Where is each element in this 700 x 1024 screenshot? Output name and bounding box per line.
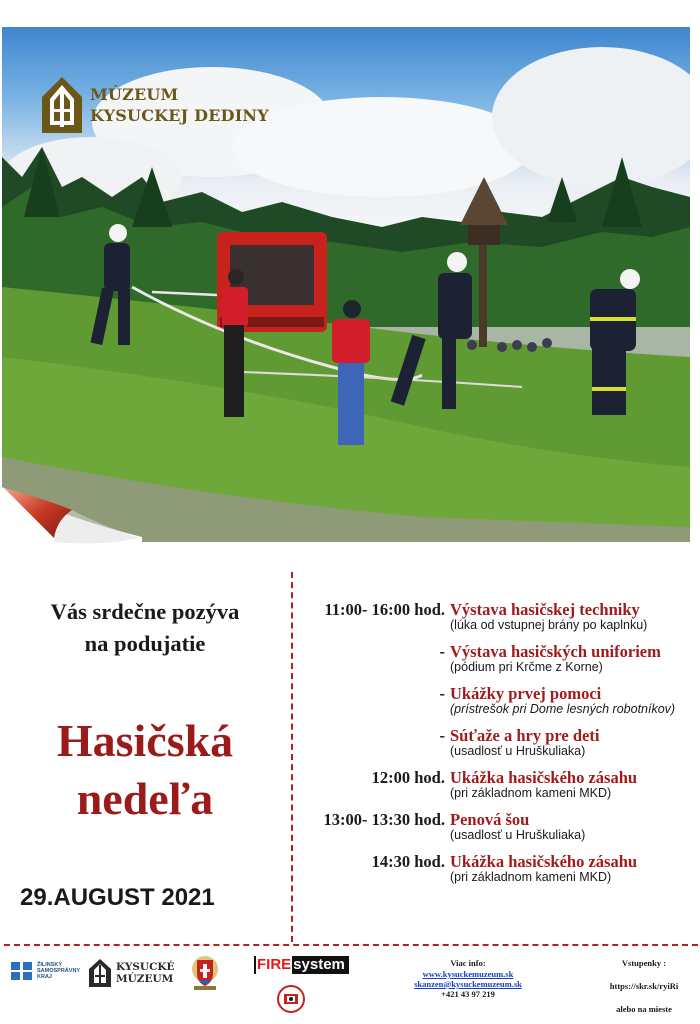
phone-number: +421 43 97 219 [441, 989, 495, 999]
zilina-text-1: ŽILINSKÝ [37, 962, 63, 968]
schedule-time: 13:00- 13:30 hod. [323, 810, 445, 829]
footer [0, 946, 700, 1024]
event-title-line-2: nedeľa [76, 773, 214, 824]
email-link[interactable]: skanzen@kysuckemuzeum.sk [414, 979, 522, 989]
tickets-alternative: alebo na mieste [616, 1004, 672, 1014]
invite-line-2: na podujatie [84, 631, 206, 656]
event-date: 29.AUGUST 2021 [20, 884, 215, 911]
zilina-text-2: SAMOSPRÁVNY [37, 968, 81, 974]
schedule-place: (lúka od vstupnej brány po kaplnku) [450, 618, 648, 632]
museum-logo [40, 75, 269, 135]
kysucke-line-1: KYSUCKÉ [116, 961, 175, 973]
logo-line-2: KYSUCKEJ DEDINY [90, 106, 269, 125]
event-title-line-1: Hasičská [56, 715, 234, 766]
invite-line-1: Vás srdečne pozýva [50, 599, 240, 624]
schedule-place: (usadlosť u Hruškuliaka) [450, 828, 586, 842]
contact-info [398, 958, 538, 999]
schedule-row [292, 768, 700, 802]
website-link[interactable]: www.kysuckemuzeum.sk [422, 969, 514, 979]
schedule-row [292, 852, 700, 886]
firesystem-logo-b: system [293, 956, 345, 973]
schedule-time: - [439, 642, 445, 661]
kysucke-muzeum-logo [88, 958, 175, 988]
zilina-text-3: KRAJ [37, 974, 52, 980]
schedule-event: Súťaže a hry pre deti [450, 726, 600, 745]
schedule-place: (pri základnom kameni MKD) [450, 786, 612, 800]
schedule-event: Ukážka hasičského zásahu [450, 852, 638, 871]
schedule-event: Výstava hasičskej techniky [450, 600, 640, 619]
ticket-info [596, 958, 692, 1014]
firesystem-logo-a: FIRE [257, 956, 292, 973]
schedule-time: 11:00- 16:00 hod. [324, 600, 445, 619]
schedule-time: 12:00 hod. [371, 768, 445, 787]
zilina-region-emblem-icon [10, 960, 34, 982]
firesystem-logo [254, 956, 349, 974]
schedule-time: - [439, 684, 445, 703]
event-photo [2, 27, 690, 542]
schedule-place: (prístrešok pri Dome lesných robotníkov) [450, 702, 676, 716]
kysucke-line-2: MÚZEUM [116, 973, 174, 985]
logo-line-1: MÚZEUM [90, 85, 179, 104]
schedule-row [292, 600, 700, 634]
page-curl-decoration [2, 486, 142, 548]
schedule-event: Ukážka hasičského zásahu [450, 768, 638, 787]
schedule-row [292, 726, 700, 760]
schedule-event: Penová šou [450, 810, 530, 829]
tickets-url[interactable]: https://skr.sk/ryiRi [609, 981, 679, 991]
volunteer-fire-badge-icon [276, 984, 306, 1016]
event-title [0, 712, 290, 828]
schedule-time: 14:30 hod. [371, 852, 445, 871]
schedule-place: (pódium pri Krčme z Korne) [450, 660, 603, 674]
schedule-row [292, 642, 700, 676]
schedule-row [292, 684, 700, 718]
schedule-time: - [439, 726, 445, 745]
contact-label: Viac info: [450, 958, 486, 968]
invitation-text [0, 596, 290, 660]
schedule-event: Výstava hasičských uniforiem [450, 642, 661, 661]
schedule-place: (pri základnom kameni MKD) [450, 870, 612, 884]
schedule-place: (usadlosť u Hruškuliaka) [450, 744, 586, 758]
museum-emblem-icon [40, 75, 84, 135]
tickets-label: Vstupenky : [621, 958, 667, 968]
fire-rescue-crest-icon [190, 952, 220, 992]
kysucke-muzeum-emblem-icon [88, 958, 112, 988]
schedule-event: Ukážky prvej pomoci [450, 684, 602, 703]
schedule-row [292, 810, 700, 844]
zilina-region-logo [10, 960, 80, 982]
